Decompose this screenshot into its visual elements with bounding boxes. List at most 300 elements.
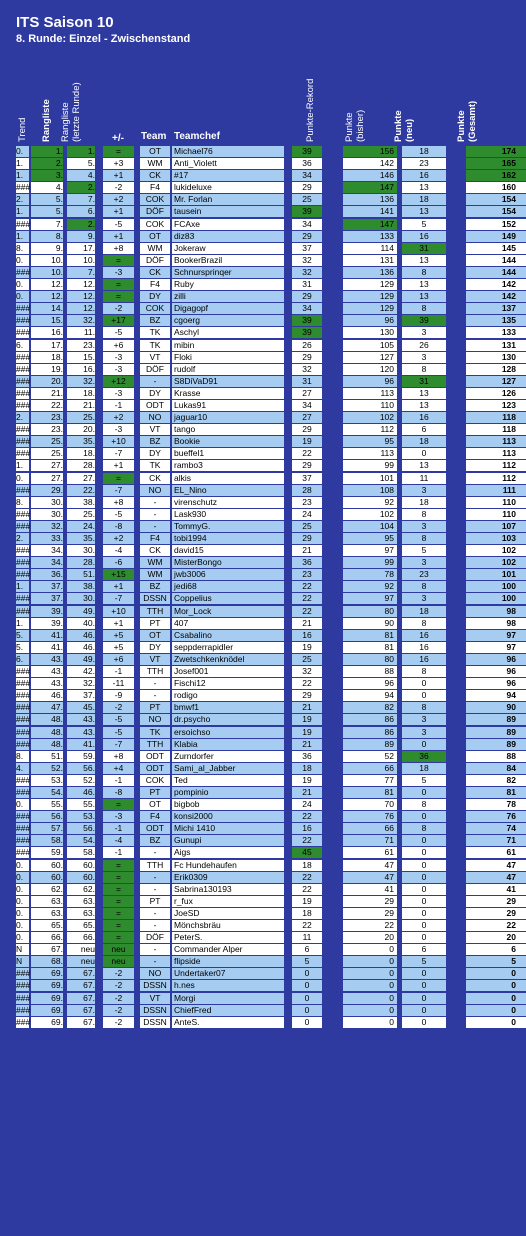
header: [16, 14, 190, 46]
cell-ges: 102: [466, 545, 526, 556]
cell-trend: ###: [16, 303, 31, 314]
cell-trend: ###: [16, 835, 31, 846]
cell-bis: 146: [343, 170, 397, 181]
table-row: [16, 327, 516, 339]
page-title: ITS Saison 10: [16, 14, 114, 31]
cell-team: DÖF: [140, 255, 170, 266]
cell-ges: 5: [466, 956, 526, 967]
cell-rang: 23.: [31, 424, 63, 435]
cell-rek: 19: [292, 896, 322, 907]
col-trend-header: [16, 60, 30, 144]
cell-bis: 66: [343, 763, 397, 774]
cell-neu: 16: [402, 642, 446, 653]
cell-bis: 89: [343, 739, 397, 750]
cell-ges: 94: [466, 690, 526, 701]
cell-ges: 110: [466, 509, 526, 520]
cell-pm: =: [103, 473, 134, 484]
cell-ges: 154: [466, 206, 526, 217]
table-row: [16, 218, 516, 231]
cell-rang: 27.: [31, 460, 63, 471]
table-row: [16, 714, 516, 726]
cell-trend: ###: [16, 315, 31, 326]
cell-pm: +2: [103, 533, 134, 544]
cell-neu: 0: [402, 872, 446, 883]
table-row: [16, 920, 516, 932]
cell-rang: 60.: [31, 872, 63, 883]
cell-rek: 39: [292, 327, 322, 338]
cell-ges: 107: [466, 521, 526, 532]
cell-rl: 35.: [67, 533, 95, 544]
cell-chef: virenschutz: [172, 497, 284, 508]
cell-trend: ###: [16, 436, 31, 447]
cell-pm: +1: [103, 170, 134, 181]
table-row: [16, 859, 516, 872]
cell-ges: 118: [466, 412, 526, 423]
cell-team: VT: [140, 654, 170, 665]
cell-rek: 39: [292, 315, 322, 326]
cell-bis: 102: [343, 412, 397, 423]
cell-bis: 99: [343, 557, 397, 568]
cell-neu: 3: [402, 727, 446, 738]
cell-rek: 25: [292, 194, 322, 205]
cell-neu: 0: [402, 980, 446, 991]
cell-ges: 81: [466, 787, 526, 798]
table-row: [16, 690, 516, 702]
cell-pm: -5: [103, 727, 134, 738]
cell-ges: 103: [466, 533, 526, 544]
cell-pm: =: [103, 279, 134, 290]
cell-rek: 23: [292, 569, 322, 580]
cell-rek: 21: [292, 702, 322, 713]
table-row: [16, 944, 516, 956]
cell-rek: 22: [292, 811, 322, 822]
cell-rl: 12.: [67, 291, 95, 302]
cell-pm: =: [103, 884, 134, 895]
cell-trend: ###: [16, 714, 31, 725]
cell-chef: Floki: [172, 352, 284, 363]
cell-pm: -7: [103, 448, 134, 459]
cell-rl: 32.: [67, 315, 95, 326]
cell-chef: ersoichso: [172, 727, 284, 738]
cell-bis: 99: [343, 460, 397, 471]
cell-neu: 0: [402, 678, 446, 689]
cell-chef: r_fux: [172, 896, 284, 907]
cell-neu: 0: [402, 932, 446, 943]
cell-bis: 77: [343, 775, 397, 786]
table-row: [16, 424, 516, 436]
cell-rang: 69.: [31, 993, 63, 1004]
cell-trend: 8.: [16, 497, 29, 508]
cell-team: -: [140, 847, 170, 858]
col-rekord-header: [304, 60, 318, 144]
col-gesamt-label: Punkte (Gesamt): [456, 100, 478, 142]
cell-trend: ###: [16, 847, 31, 858]
cell-rang: 58.: [31, 835, 63, 846]
table-row: [16, 520, 516, 533]
cell-bis: 0: [343, 1017, 397, 1028]
cell-pm: +6: [103, 340, 134, 351]
cell-rek: 32: [292, 666, 322, 677]
cell-rang: 59.: [31, 847, 63, 858]
cell-trend: 2.: [16, 533, 29, 544]
cell-pm: -3: [103, 352, 134, 363]
cell-trend: 1.: [16, 581, 29, 592]
cell-neu: 8: [402, 799, 446, 810]
cell-rang: 19.: [31, 364, 63, 375]
cell-bis: 96: [343, 315, 397, 326]
cell-ges: 84: [466, 763, 526, 774]
cell-team: TK: [140, 327, 170, 338]
cell-bis: 41: [343, 884, 397, 895]
cell-rl: 12.: [67, 303, 95, 314]
cell-team: -: [140, 872, 170, 883]
cell-rang: 69.: [31, 1017, 63, 1028]
cell-neu: 18: [402, 497, 446, 508]
cell-bis: 29: [343, 908, 397, 919]
cell-neu: 16: [402, 630, 446, 641]
cell-chef: Josef001: [172, 666, 284, 677]
cell-rek: 19: [292, 775, 322, 786]
cell-rek: 22: [292, 884, 322, 895]
cell-ges: 135: [466, 315, 526, 326]
table-row: [16, 508, 516, 521]
cell-trend: ###: [16, 375, 31, 386]
cell-pm: -9: [103, 690, 134, 701]
cell-rl: 9.: [67, 231, 95, 242]
cell-team: ODT: [140, 763, 170, 774]
cell-neu: 13: [402, 279, 446, 290]
cell-ges: 142: [466, 291, 526, 302]
cell-trend: ###: [16, 351, 31, 362]
cell-pm: +4: [103, 763, 134, 774]
cell-rl: 21.: [67, 400, 95, 411]
cell-rl: 6.: [67, 206, 95, 217]
cell-rek: 22: [292, 581, 322, 592]
col-rangliste-label: Rangliste: [41, 99, 52, 142]
table-row: [16, 678, 516, 690]
cell-team: -: [140, 376, 170, 387]
cell-bis: 82: [343, 702, 397, 713]
cell-chef: konsi2000: [172, 811, 284, 822]
cell-rek: 16: [292, 630, 322, 641]
cell-rl: 46.: [67, 630, 95, 641]
cell-trend: 4.: [16, 763, 29, 774]
cell-rang: 5.: [31, 194, 63, 205]
cell-bis: 0: [343, 956, 397, 967]
cell-bis: 114: [343, 243, 397, 254]
cell-rang: 27.: [31, 473, 63, 484]
cell-pm: -1: [103, 400, 134, 411]
cell-chef: pompinio: [172, 787, 284, 798]
cell-chef: Zwetschkenknödel: [172, 654, 284, 665]
cell-neu: 0: [402, 1017, 446, 1028]
cell-rl: 40.: [67, 618, 95, 629]
cell-rl: 2.: [67, 219, 95, 230]
cell-rang: 29.: [31, 485, 63, 496]
cell-rang: 32.: [31, 521, 63, 532]
cell-neu: 0: [402, 896, 446, 907]
cell-team: DY: [140, 642, 170, 653]
cell-trend: 8.: [16, 751, 29, 762]
cell-ges: 78: [466, 799, 526, 810]
cell-rek: 27: [292, 388, 322, 399]
cell-team: BZ: [140, 835, 170, 846]
cell-team: F4: [140, 182, 170, 193]
cell-bis: 129: [343, 279, 397, 290]
cell-trend: ###: [16, 545, 31, 556]
cell-bis: 81: [343, 787, 397, 798]
table-row: [16, 980, 516, 992]
cell-rek: 25: [292, 521, 322, 532]
cell-trend: 0.: [16, 872, 29, 883]
cell-pm: =: [103, 291, 134, 302]
table-row: [16, 146, 516, 158]
cell-pm: +10: [103, 606, 134, 617]
cell-rl: 60.: [67, 860, 95, 871]
table-row: [16, 279, 516, 291]
cell-pm: -2: [103, 702, 134, 713]
cell-rl: 45.: [67, 702, 95, 713]
cell-rek: 21: [292, 545, 322, 556]
cell-rl: 25.: [67, 509, 95, 520]
cell-trend: ###: [16, 738, 31, 749]
cell-rl: 22.: [67, 485, 95, 496]
cell-neu: 31: [402, 243, 446, 254]
cell-rek: 21: [292, 739, 322, 750]
cell-rang: 53.: [31, 775, 63, 786]
cell-ges: 22: [466, 920, 526, 931]
cell-rang: 30.: [31, 509, 63, 520]
cell-bis: 78: [343, 569, 397, 580]
cell-ges: 97: [466, 630, 526, 641]
cell-team: F4: [140, 533, 170, 544]
cell-rek: 11: [292, 932, 322, 943]
cell-ges: 82: [466, 775, 526, 786]
cell-neu: 3: [402, 521, 446, 532]
cell-neu: 8: [402, 581, 446, 592]
cell-neu: 0: [402, 448, 446, 459]
cell-trend: ###: [16, 968, 31, 979]
cell-bis: 110: [343, 400, 397, 411]
cell-pm: +1: [103, 618, 134, 629]
cell-rang: 16.: [31, 327, 63, 338]
cell-rang: 56.: [31, 811, 63, 822]
cell-rek: 22: [292, 872, 322, 883]
col-neu-header: [393, 60, 427, 144]
cell-chef: Mor_Lock: [172, 606, 284, 617]
cell-team: -: [140, 884, 170, 895]
cell-neu: 16: [402, 170, 446, 181]
cell-rl: 56.: [67, 823, 95, 834]
cell-pm: -2: [103, 1017, 134, 1028]
cell-pm: +8: [103, 751, 134, 762]
cell-pm: =: [103, 920, 134, 931]
table-row: [16, 956, 516, 968]
cell-team: TK: [140, 727, 170, 738]
cell-chef: Michi 1410: [172, 823, 284, 834]
cell-trend: 6.: [16, 340, 29, 351]
cell-neu: 36: [402, 751, 446, 762]
cell-rang: 25.: [31, 448, 63, 459]
cell-rl: 24.: [67, 521, 95, 532]
cell-trend: ###: [16, 182, 31, 193]
cell-rl: 30.: [67, 593, 95, 604]
cell-ges: 98: [466, 618, 526, 629]
cell-pm: =: [103, 799, 134, 810]
cell-chef: tobi1994: [172, 533, 284, 544]
cell-ges: 131: [466, 340, 526, 351]
cell-rang: 8.: [31, 231, 63, 242]
cell-rek: 19: [292, 714, 322, 725]
cell-ges: 101: [466, 569, 526, 580]
cell-chef: rambo3: [172, 460, 284, 471]
table-row: [16, 968, 516, 980]
cell-ges: 47: [466, 872, 526, 883]
cell-bis: 101: [343, 473, 397, 484]
cell-rang: 63.: [31, 896, 63, 907]
cell-chef: PeterS.: [172, 932, 284, 943]
cell-rl: 58.: [67, 847, 95, 858]
cell-pm: =: [103, 255, 134, 266]
cell-chef: Ruby: [172, 279, 284, 290]
cell-trend: ###: [16, 363, 31, 374]
cell-trend: ###: [16, 387, 31, 398]
cell-neu: 5: [402, 545, 446, 556]
cell-chef: Morgi: [172, 993, 284, 1004]
cell-chef: tausein: [172, 206, 284, 217]
cell-ges: 89: [466, 714, 526, 725]
table-row: [16, 786, 516, 799]
cell-bis: 102: [343, 509, 397, 520]
cell-rl: neu: [67, 956, 95, 967]
cell-rang: 69.: [31, 980, 63, 991]
cell-rang: 41.: [31, 630, 63, 641]
col-rangliste-letzte-header: [60, 60, 94, 144]
table-row: [16, 412, 516, 424]
cell-pm: -2: [103, 968, 134, 979]
cell-chef: mibin: [172, 340, 284, 351]
cell-rl: 62.: [67, 884, 95, 895]
cell-chef: Ted: [172, 775, 284, 786]
cell-ges: 133: [466, 327, 526, 338]
table-row: [16, 254, 516, 267]
cell-neu: 3: [402, 557, 446, 568]
table-row: [16, 291, 516, 303]
cell-pm: =: [103, 896, 134, 907]
cell-neu: 26: [402, 340, 446, 351]
cell-rang: 37.: [31, 581, 63, 592]
cell-ges: 71: [466, 835, 526, 846]
cell-rl: 41.: [67, 739, 95, 750]
table-row: [16, 895, 516, 908]
cell-pm: +8: [103, 243, 134, 254]
cell-team: DSSN: [140, 980, 170, 991]
table-row: [16, 375, 516, 388]
cell-ges: 127: [466, 376, 526, 387]
cell-trend: 1.: [16, 460, 29, 471]
cell-trend: 2.: [16, 412, 29, 423]
cell-neu: 18: [402, 436, 446, 447]
cell-chef: flipside: [172, 956, 284, 967]
cell-chef: Sami_al_Jabber: [172, 763, 284, 774]
cell-ges: 160: [466, 182, 526, 193]
cell-rek: 0: [292, 968, 322, 979]
cell-neu: 16: [402, 231, 446, 242]
cell-trend: 1.: [16, 231, 29, 242]
cell-rl: 49.: [67, 606, 95, 617]
cell-pm: -1: [103, 823, 134, 834]
cell-bis: 86: [343, 727, 397, 738]
cell-bis: 147: [343, 182, 397, 193]
cell-trend: ###: [16, 1016, 31, 1027]
cell-rl: 54.: [67, 835, 95, 846]
cell-pm: -2: [103, 1005, 134, 1016]
cell-rl: 25.: [67, 412, 95, 423]
cell-chef: Gunupi: [172, 835, 284, 846]
cell-pm: +1: [103, 460, 134, 471]
cell-bis: 136: [343, 267, 397, 278]
cell-neu: 31: [402, 376, 446, 387]
cell-pm: +6: [103, 654, 134, 665]
cell-chef: jwb3006: [172, 569, 284, 580]
cell-trend: ###: [16, 557, 31, 568]
cell-chef: Krasse: [172, 388, 284, 399]
cell-rang: 52.: [31, 763, 63, 774]
cell-team: WM: [140, 243, 170, 254]
cell-pm: +1: [103, 206, 134, 217]
cell-neu: 8: [402, 702, 446, 713]
cell-bis: 61: [343, 847, 397, 858]
cell-neu: 18: [402, 146, 446, 157]
cell-pm: +10: [103, 436, 134, 447]
cell-rang: 62.: [31, 884, 63, 895]
cell-neu: 18: [402, 763, 446, 774]
cell-chef: Erik0309: [172, 872, 284, 883]
cell-ges: 112: [466, 460, 526, 471]
table-row: [16, 1016, 516, 1029]
cell-trend: 0.: [16, 908, 29, 919]
table-row: [16, 774, 516, 787]
cell-team: WM: [140, 557, 170, 568]
table-row: [16, 799, 516, 811]
cell-neu: 8: [402, 364, 446, 375]
cell-chef: lukideluxe: [172, 182, 284, 193]
cell-ges: 126: [466, 388, 526, 399]
table-row: [16, 932, 516, 944]
cell-team: DÖF: [140, 206, 170, 217]
cell-rek: 0: [292, 1005, 322, 1016]
cell-bis: 80: [343, 606, 397, 617]
col-rekord-label: Punkte-Rekord: [305, 78, 316, 142]
cell-rek: 22: [292, 593, 322, 604]
cell-trend: 0.: [16, 884, 29, 895]
cell-neu: 0: [402, 908, 446, 919]
cell-ges: 90: [466, 702, 526, 713]
cell-bis: 96: [343, 376, 397, 387]
cell-rl: 5.: [67, 158, 95, 169]
cell-trend: 0.: [16, 860, 29, 871]
cell-chef: Aigs: [172, 847, 284, 858]
cell-rek: 29: [292, 460, 322, 471]
cell-team: NO: [140, 968, 170, 979]
cell-pm: -7: [103, 485, 134, 496]
cell-rl: 55.: [67, 799, 95, 810]
cell-rek: 34: [292, 400, 322, 411]
cell-rl: 56.: [67, 763, 95, 774]
cell-team: VT: [140, 424, 170, 435]
cell-bis: 88: [343, 666, 397, 677]
cell-bis: 80: [343, 654, 397, 665]
